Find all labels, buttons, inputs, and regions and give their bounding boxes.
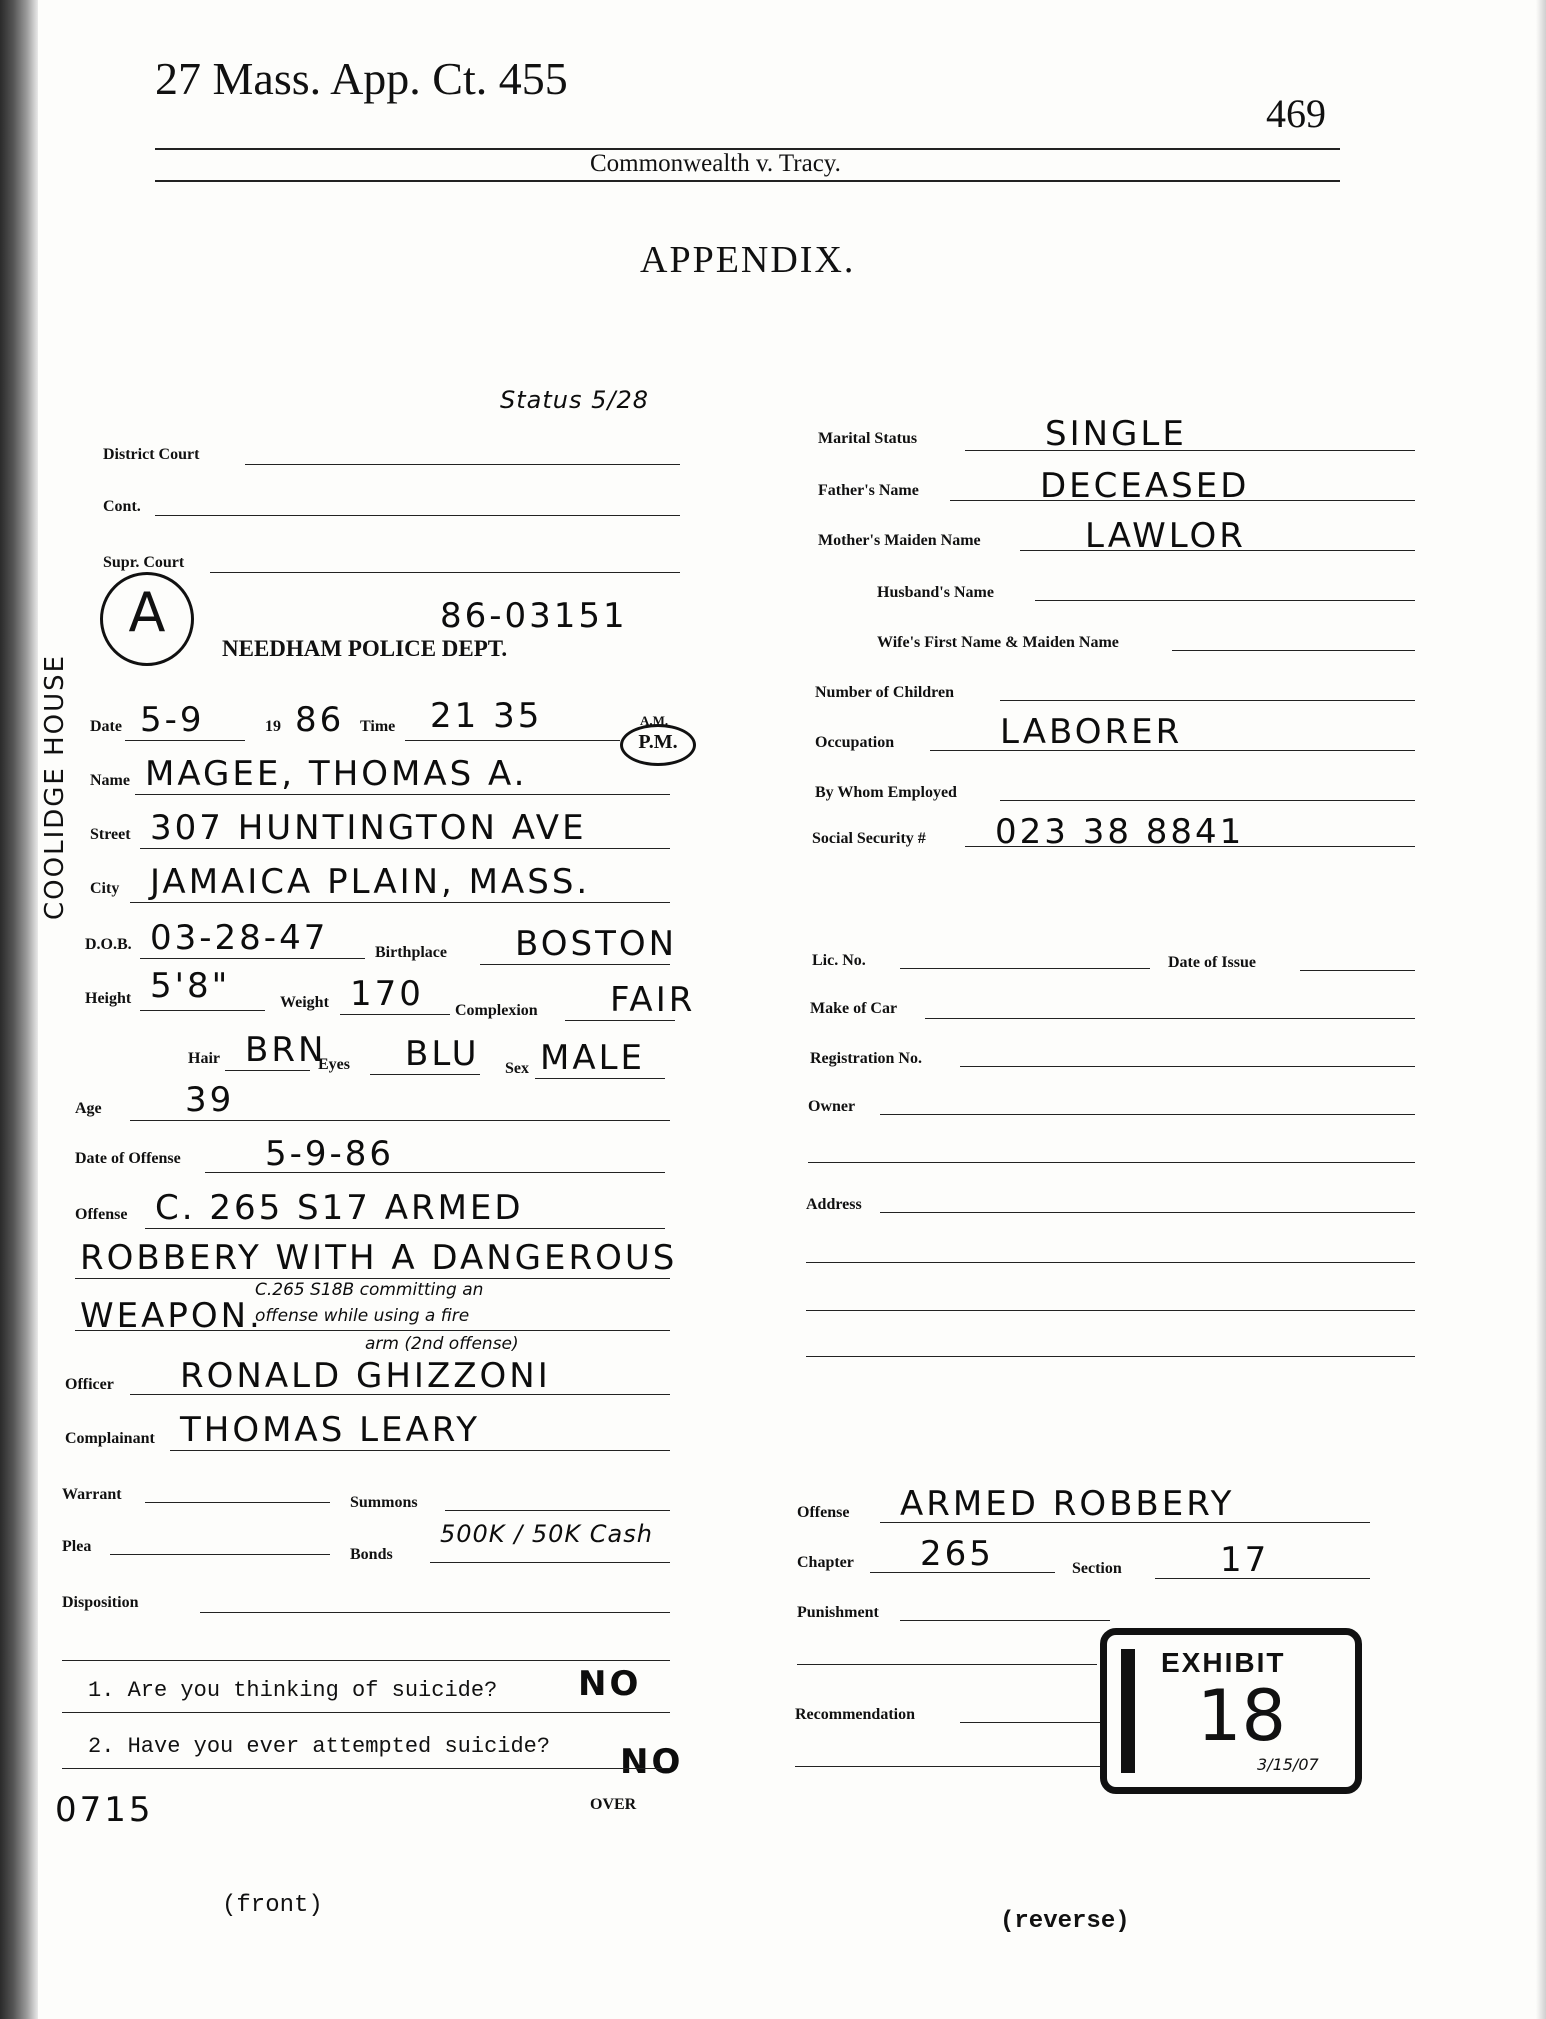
registration-label: Registration No.	[810, 1050, 922, 1067]
address-line-3	[806, 1310, 1415, 1311]
eyes-line	[370, 1074, 480, 1075]
complexion-line	[565, 1020, 675, 1021]
circled-letter-stamp: A	[100, 572, 194, 666]
date-offense-value: 5-9-86	[265, 1134, 395, 1174]
offense-note1: C.265 S18B committing an	[255, 1280, 484, 1300]
exhibit-date: 3/15/07	[1257, 1755, 1319, 1774]
summons-label: Summons	[350, 1494, 418, 1511]
page-number: 469	[1266, 91, 1326, 136]
height-value: 5'8"	[150, 966, 231, 1006]
question-divider	[62, 1712, 670, 1713]
status-note: Status 5/28	[500, 386, 649, 414]
street-line	[140, 848, 670, 849]
weight-line	[340, 1014, 450, 1015]
date-offense-line	[205, 1172, 665, 1173]
bonds-line	[430, 1562, 670, 1563]
am-label: A.M.	[640, 713, 669, 728]
stamp-bar	[1121, 1649, 1135, 1773]
chapter-line	[870, 1572, 1055, 1573]
bonds-label: Bonds	[350, 1546, 393, 1563]
license-line	[900, 968, 1150, 969]
name-label: Name	[90, 772, 130, 789]
height-label: Height	[85, 990, 132, 1007]
recommendation-line	[960, 1722, 1100, 1723]
date-label: Date	[90, 718, 122, 735]
disposition-line-2	[62, 1660, 670, 1661]
issue-date-line	[1300, 970, 1415, 971]
dob-line	[140, 958, 365, 959]
question-divider-2	[62, 1768, 670, 1769]
age-value: 39	[185, 1080, 235, 1120]
owner-label: Owner	[808, 1098, 856, 1115]
supr-court-label: Supr. Court	[103, 554, 185, 571]
issue-date-label: Date of Issue	[1168, 954, 1256, 971]
mother-maiden-value: LAWLOR	[1085, 516, 1246, 556]
eyes-label: Eyes	[318, 1056, 350, 1073]
complainant-value: THOMAS LEARY	[180, 1410, 480, 1450]
license-label: Lic. No.	[812, 952, 866, 969]
registration-line	[960, 1066, 1415, 1067]
time-label: Time	[360, 718, 396, 735]
plea-line	[110, 1554, 330, 1555]
birthplace-line	[480, 964, 670, 965]
offense-underline3	[75, 1330, 670, 1331]
reverse-label: (reverse)	[1000, 1908, 1130, 1935]
father-name-line	[950, 500, 1415, 501]
marital-status-value: SINGLE	[1045, 414, 1187, 454]
address-line-2	[806, 1262, 1415, 1263]
make-of-car-line	[925, 1018, 1415, 1019]
mother-maiden-label: Mother's Maiden Name	[818, 532, 981, 549]
district-court-label: District Court	[103, 446, 200, 463]
scan-right-edge	[1536, 0, 1546, 2019]
complainant-line	[170, 1450, 670, 1451]
wife-name-label: Wife's First Name & Maiden Name	[877, 634, 1119, 651]
section-title: APPENDIX.	[640, 239, 856, 281]
margin-note: 0715	[55, 1790, 154, 1830]
cont-label: Cont.	[103, 498, 141, 515]
marital-status-line	[965, 450, 1415, 451]
employer-line	[1000, 800, 1415, 801]
complexion-label: Complexion	[455, 1002, 538, 1019]
hair-line	[225, 1070, 310, 1071]
right-offense-value: ARMED ROBBERY	[900, 1484, 1235, 1524]
offense-line1: C. 265 S17 ARMED	[155, 1188, 524, 1228]
year-prefix: 19	[265, 718, 281, 735]
offense-line3: WEAPON.	[80, 1296, 263, 1336]
date-value: 5-9	[140, 700, 205, 740]
recommendation-label: Recommendation	[795, 1706, 915, 1723]
city-label: City	[90, 880, 120, 897]
weight-label: Weight	[280, 994, 329, 1011]
officer-line	[130, 1394, 670, 1395]
suicide-answer-2: NO	[620, 1742, 684, 1782]
header-rule-bottom	[155, 180, 1340, 182]
wife-name-line	[1172, 650, 1415, 651]
section-label: Section	[1072, 1560, 1122, 1577]
recommendation-line-2	[795, 1766, 1100, 1767]
department-name: NEEDHAM POLICE DEPT.	[222, 636, 508, 661]
name-value: MAGEE, THOMAS A.	[145, 754, 528, 794]
address-label: Address	[806, 1196, 862, 1213]
ssn-label: Social Security #	[812, 830, 926, 847]
age-line	[130, 1120, 670, 1121]
children-line	[1000, 700, 1415, 701]
officer-value: RONALD GHIZZONI	[180, 1356, 551, 1396]
birthplace-value: BOSTON	[515, 924, 678, 964]
chapter-value: 265	[920, 1534, 994, 1574]
ssn-value: 023 38 8841	[995, 812, 1245, 852]
offense-note2: offense while using a fire	[255, 1306, 470, 1326]
section-value: 17	[1220, 1540, 1270, 1580]
date-offense-label: Date of Offense	[75, 1150, 181, 1167]
exhibit-title: EXHIBIT	[1161, 1647, 1286, 1678]
street-value: 307 HUNTINGTON AVE	[150, 808, 587, 848]
city-line	[130, 902, 670, 903]
name-line	[135, 794, 670, 795]
warrant-label: Warrant	[62, 1486, 122, 1503]
bonds-value: 500K / 50K Cash	[440, 1520, 653, 1548]
sex-label: Sex	[505, 1060, 529, 1077]
cont-line	[155, 515, 680, 516]
time-line	[405, 740, 620, 741]
mother-maiden-line	[1020, 550, 1415, 551]
case-number: 86-03151	[440, 596, 628, 636]
address-line	[880, 1212, 1415, 1213]
make-of-car-label: Make of Car	[810, 1000, 898, 1017]
marital-status-label: Marital Status	[818, 430, 918, 447]
address-line-4	[806, 1356, 1415, 1357]
weight-value: 170	[350, 974, 424, 1014]
front-label: (front)	[222, 1892, 323, 1919]
sex-line	[535, 1078, 665, 1079]
city-value: JAMAICA PLAIN, MASS.	[150, 862, 591, 902]
father-name-value: DECEASED	[1040, 466, 1250, 506]
summons-line	[445, 1510, 670, 1511]
pm-circled: P.M.	[620, 724, 696, 766]
officer-label: Officer	[65, 1376, 114, 1393]
suicide-question-2: 2. Have you ever attempted suicide?	[88, 1734, 551, 1759]
exhibit-stamp	[1100, 1628, 1362, 1794]
owner-line	[880, 1114, 1415, 1115]
date-line	[125, 740, 245, 741]
plea-label: Plea	[62, 1538, 92, 1555]
running-head: Commonwealth v. Tracy.	[590, 150, 841, 177]
section-line	[1155, 1578, 1370, 1579]
right-offense-line	[880, 1522, 1370, 1523]
offense-line2: ROBBERY WITH A DANGEROUS	[80, 1238, 678, 1278]
year-value: 86	[295, 700, 345, 740]
children-label: Number of Children	[815, 684, 954, 701]
husband-name-line	[1035, 600, 1415, 601]
dob-label: D.O.B.	[85, 936, 132, 953]
sex-value: MALE	[540, 1038, 646, 1078]
birthplace-label: Birthplace	[375, 944, 447, 961]
offense-note3: arm (2nd offense)	[365, 1334, 519, 1354]
ssn-line	[965, 846, 1415, 847]
employer-label: By Whom Employed	[815, 784, 957, 801]
suicide-question-1: 1. Are you thinking of suicide?	[88, 1678, 498, 1703]
punishment-line	[900, 1620, 1110, 1621]
occupation-label: Occupation	[815, 734, 895, 751]
hair-label: Hair	[188, 1050, 220, 1067]
occupation-value: LABORER	[1000, 712, 1183, 752]
father-name-label: Father's Name	[818, 482, 919, 499]
owner-line-2	[808, 1162, 1415, 1163]
scan-shadow-edge	[0, 0, 38, 2019]
citation: 27 Mass. App. Ct. 455	[155, 53, 568, 104]
right-offense-label: Offense	[797, 1504, 850, 1521]
hair-value: BRN	[245, 1030, 327, 1070]
disposition-line	[200, 1612, 670, 1613]
husband-name-label: Husband's Name	[877, 584, 994, 601]
punishment-label: Punishment	[797, 1604, 879, 1621]
street-label: Street	[90, 826, 131, 843]
vertical-note: COOLIDGE HOUSE	[40, 653, 70, 920]
time-value: 21 35	[430, 696, 543, 736]
suicide-answer-1: NO	[578, 1664, 642, 1704]
disposition-label: Disposition	[62, 1594, 139, 1611]
supr-court-line	[210, 572, 680, 573]
chapter-label: Chapter	[797, 1554, 854, 1571]
occupation-line	[930, 750, 1415, 751]
offense-underline1	[145, 1228, 665, 1229]
punishment-line-2	[797, 1664, 1097, 1665]
offense-underline2	[75, 1278, 670, 1279]
district-court-line	[245, 464, 680, 465]
complexion-value: FAIR	[610, 980, 696, 1020]
height-line	[140, 1010, 265, 1011]
dob-value: 03-28-47	[150, 918, 329, 958]
exhibit-number: 18	[1197, 1675, 1287, 1757]
warrant-line	[145, 1502, 330, 1503]
eyes-value: BLU	[405, 1034, 480, 1074]
complainant-label: Complainant	[65, 1430, 155, 1447]
offense-label: Offense	[75, 1206, 128, 1223]
age-label: Age	[75, 1100, 102, 1117]
over-label: OVER	[590, 1796, 637, 1813]
